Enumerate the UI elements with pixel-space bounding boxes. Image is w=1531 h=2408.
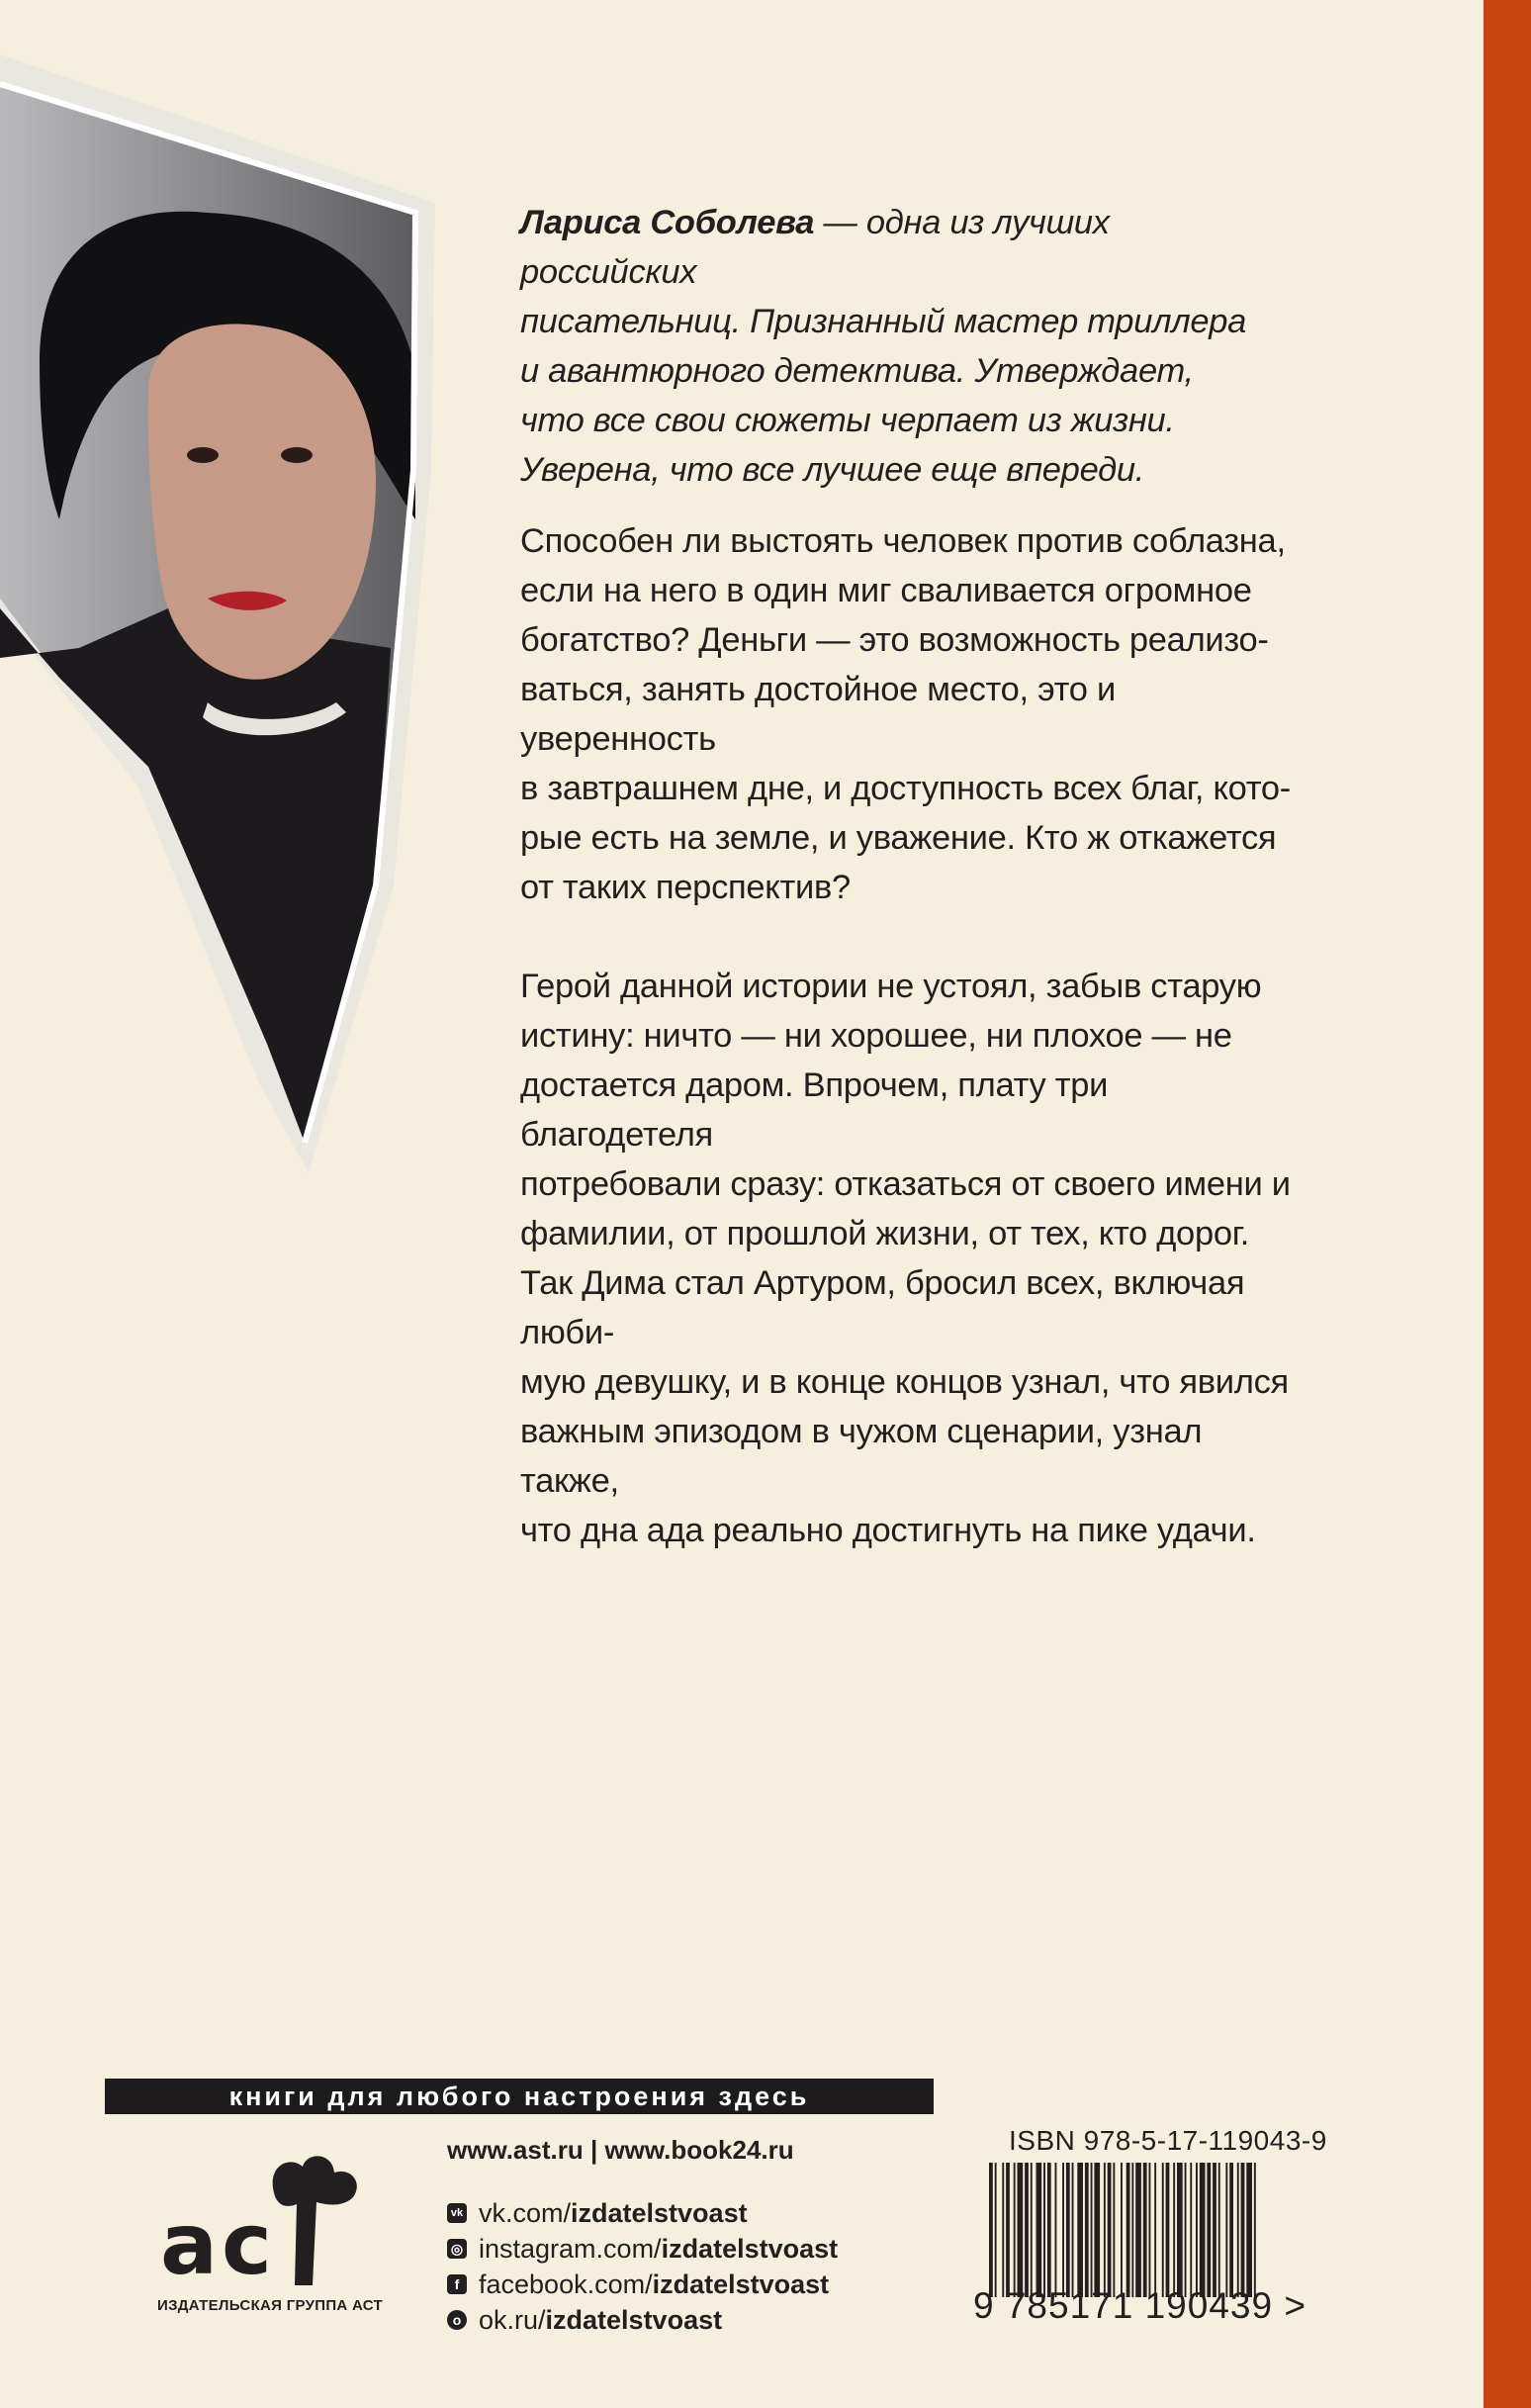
social-url-prefix: vk.com/ bbox=[479, 2197, 572, 2228]
social-instagram[interactable] bbox=[447, 2231, 838, 2267]
description-paragraph-1 bbox=[520, 516, 1292, 912]
odnoklassniki-icon: о bbox=[447, 2310, 467, 2330]
instagram-icon: ◎ bbox=[447, 2239, 467, 2259]
svg-text:с: с bbox=[222, 2195, 272, 2290]
websites[interactable]: www.ast.ru | www.book24.ru bbox=[447, 2135, 794, 2165]
social-url-prefix: ok.ru/ bbox=[479, 2304, 546, 2335]
social-odnoklassniki[interactable] bbox=[447, 2302, 838, 2338]
book-spine-stripe bbox=[1484, 0, 1531, 2408]
description-line: что дна ада реально достигнуть на пике удачи. bbox=[520, 1512, 1256, 1549]
description-line: Герой данной истории не устоял, забыв старую bbox=[520, 968, 1262, 1005]
promo-banner: книги для любого настроения здесь bbox=[105, 2079, 934, 2114]
author-bio-line: и авантюрного детектива. Утверждает, bbox=[520, 352, 1194, 390]
description-line: мую девушку, и в конце концов узнал, что явился bbox=[520, 1363, 1289, 1401]
description-line: богатство? Деньги — это возможность реализо- bbox=[520, 621, 1269, 659]
description-line: истину: ничто — ни хорошее, ни плохое — не bbox=[520, 1017, 1232, 1055]
author-bio bbox=[520, 198, 1292, 495]
vk-icon: vk bbox=[447, 2203, 467, 2223]
social-account: izdatelstvoast bbox=[652, 2269, 830, 2299]
author-bio-line: — одна из лучших российских bbox=[520, 204, 1110, 291]
description-line: от таких перспектив? bbox=[520, 869, 851, 906]
social-account: izdatelstvoast bbox=[661, 2233, 839, 2264]
author-name: Лариса Соболева bbox=[520, 204, 815, 241]
barcode-digits: 9 785171 190439 > bbox=[973, 2285, 1306, 2326]
svg-text:а: а bbox=[160, 2195, 219, 2290]
back-cover-text bbox=[520, 198, 1292, 1555]
facebook-icon: f bbox=[447, 2274, 467, 2294]
author-bio-line: что все свои сюжеты черпает из жизни. bbox=[520, 402, 1175, 439]
description-line: потребовали сразу: отказаться от своего имени и bbox=[520, 1165, 1291, 1203]
description-line: достается даром. Впрочем, плату три благодетеля bbox=[520, 1066, 1109, 1154]
description-line: ваться, занять достойное место, это и уверенность bbox=[520, 671, 1116, 758]
social-url-prefix: facebook.com/ bbox=[479, 2269, 653, 2299]
author-photo bbox=[0, 54, 455, 1182]
social-vk[interactable] bbox=[447, 2195, 838, 2231]
social-account: izdatelstvoast bbox=[545, 2304, 723, 2335]
social-url-prefix: instagram.com/ bbox=[479, 2233, 662, 2264]
description-line: рые есть на земле, и уважение. Кто ж откажется bbox=[520, 819, 1277, 857]
description-line: важным эпизодом в чужом сценарии, узнал также, bbox=[520, 1413, 1203, 1500]
description-line: фамилии, от прошлой жизни, от тех, кто дорог. bbox=[520, 1215, 1250, 1252]
description-line: если на него в один миг сваливается огромное bbox=[520, 572, 1252, 609]
description-line: в завтрашнем дне, и доступность всех благ, кото- bbox=[520, 770, 1291, 807]
publisher-caption: ИЗДАТЕЛЬСКАЯ ГРУППА АСТ bbox=[156, 2297, 383, 2314]
publisher-links bbox=[447, 2135, 838, 2338]
author-bio-line: писательниц. Признанный мастер триллера bbox=[520, 303, 1247, 340]
isbn-label: ISBN 978-5-17-119043-9 bbox=[1009, 2125, 1327, 2156]
social-facebook[interactable] bbox=[447, 2267, 838, 2302]
description-paragraph-2 bbox=[520, 962, 1292, 1555]
ast-logo-icon bbox=[158, 2137, 376, 2290]
social-account: izdatelstvoast bbox=[571, 2197, 748, 2228]
author-bio-line: Уверена, что все лучшее еще впереди. bbox=[520, 451, 1145, 489]
barcode bbox=[989, 2163, 1339, 2297]
description-line: Способен ли выстоять человек против соблазна, bbox=[520, 522, 1286, 560]
description-line: Так Дима стал Артуром, бросил всех, включая люби- bbox=[520, 1264, 1245, 1351]
